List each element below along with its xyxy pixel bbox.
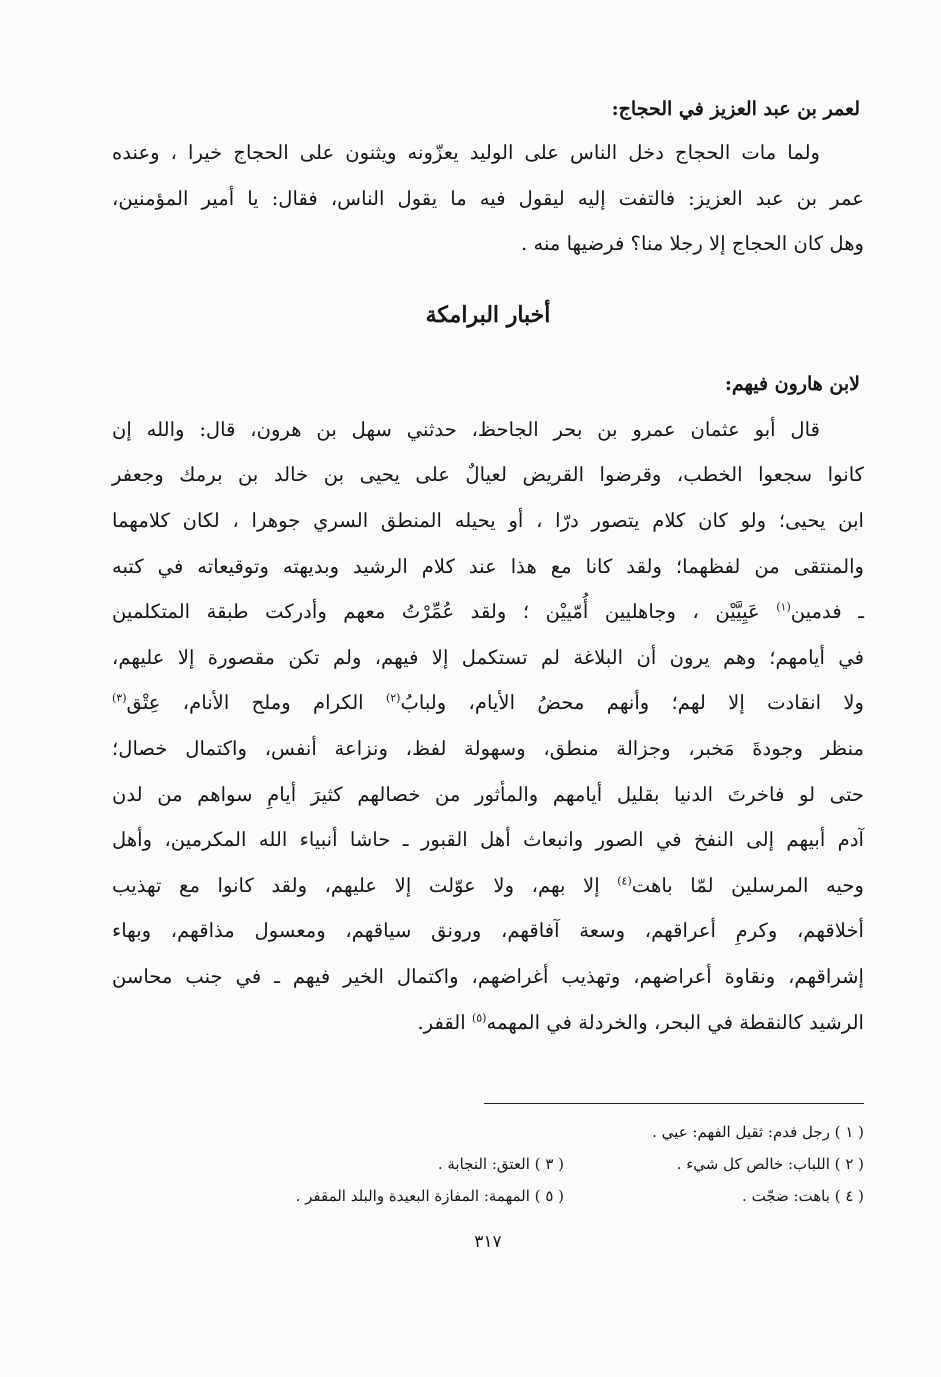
- text-line: منظر وجودةَ مَخبر، وجزالة منطق، وسهولة لفظ، ونزاعة أنفس، واكتمال خصال؛: [112, 736, 864, 760]
- text-segment: ولا انقادت إلا لهم؛ وأنهم محضُ الأيام، ولبابُ: [400, 691, 864, 715]
- footnote-ref-2: (٢): [385, 691, 401, 705]
- footnote-5: ( ٥ ) المهمة: المفازة البعيدة والبلد المقفر .: [295, 1187, 564, 1205]
- footnote-ref-1: (١): [776, 600, 791, 614]
- footnote-row: [112, 1148, 864, 1180]
- footnote-ref-4: (٤): [617, 874, 632, 888]
- text-segment: ـ فدمين: [790, 600, 864, 624]
- text-segment: الكرام وملح الأنام، عِتْق: [126, 691, 386, 715]
- text-line: ابن يحيى؛ ولو كان كلام يتصور درّا ، أو يحيله المنطق السري جوهرا ، لكان كلامهما: [112, 508, 864, 532]
- text-line: في أيامهم؛ وهم يرون أن البلاغة لم تستكمل إلا فيهم، ولم تكن مقصورة إلا عليهم،: [112, 645, 864, 669]
- text-segment: الرشيد كالنقطة في البحر، والخردلة في المهمه: [486, 1010, 864, 1034]
- text-line: كانوا سجعوا الخطب، وقرضوا القريض لعيالٌ على يحيى بن خالد بن برمك وجعفر: [112, 463, 864, 487]
- heading-umar-on-hajjaj: لعمر بن عبد العزيز في الحجاج:: [611, 98, 860, 120]
- text-segment: إلا بهم، ولا عوّلت إلا عليهم، ولقد كانوا مع تهذيب: [112, 873, 618, 897]
- text-line: أخلاقهم، وكرمِ أعراقهم، وسعة آفاقهم، ورونق سياقهم، ومعسول مذاقهم، وبهاء: [112, 919, 864, 943]
- text-segment: وحيه المرسلين لمّا باهت: [631, 873, 864, 897]
- footnote-3: ( ٣ ) العتق: النجابة .: [437, 1155, 564, 1173]
- section-title-barmakids: أخبار البرامكة: [425, 301, 551, 328]
- footnote-row: [112, 1180, 864, 1212]
- footnote-row: [112, 1116, 864, 1148]
- text-segment: القفر.: [417, 1010, 472, 1034]
- paragraph-barmakids: [112, 407, 864, 1045]
- text-line: [112, 589, 864, 635]
- text-line: حتى لو فاخرتَ الدنيا بقليل أيامهم والمأثور من خصالهم كثيرَ أيامِ سواهم من لدن: [112, 782, 864, 806]
- footnote-ref-5: (٥): [471, 1010, 487, 1024]
- text-line: إشراقهم، ونقاوة أعراضهم، وتهذيب أغراضهم، واكتمال الخير فيهم ـ في جنب محاسن: [112, 964, 864, 988]
- text-segment: عَيِيَّيْن ، وجاهليين أُمّييْن ؛ ولقد عُمِّرْتُ معهم وأدركت طبقة المتكلمين: [112, 600, 777, 624]
- footnote-2: ( ٢ ) اللباب: خالص كل شيء .: [676, 1155, 864, 1173]
- book-page: [112, 92, 864, 1332]
- text-line: [112, 863, 864, 909]
- footnote-1: ( ١ ) رجل فدم: ثقيل الفهم: عيي .: [652, 1123, 864, 1141]
- footnote-divider: [484, 1103, 864, 1104]
- text-line: ولما مات الحجاج دخل الناس على الوليد يعزّونه ويثنون على الحجاج خيرا ، وعنده: [112, 141, 820, 164]
- footnote-ref-3: (٣): [112, 691, 127, 705]
- text-line: عمر بن عبد العزيز: فالتفت إليه ليقول فيه ما يقول الناس، فقال: يا أمير المؤمنين،: [112, 186, 864, 210]
- page-number: ٣١٧: [474, 1232, 502, 1252]
- text-line: آدم أبيهم إلى النفخ في الصور وانبعاث أهل القبور ـ حاشا أنبياء الله المكرمين، وأهل: [112, 828, 864, 852]
- heading-ibn-harun: لابن هارون فيهم:: [724, 372, 860, 395]
- text-line: قال أبو عثمان عمرو بن بحر الجاحظ، حدثني سهل بن هرون، قال: والله إن: [112, 417, 820, 441]
- paragraph-hajjaj: [112, 130, 864, 267]
- text-line: [112, 1000, 864, 1046]
- text-line: والمنتقى من لفظهما؛ ولقد كانا مع هذا عند كلام الرشيد وبديهته وتوقيعاته في كتبه: [112, 554, 864, 578]
- footnote-4: ( ٤ ) باهت: ضجّت .: [742, 1187, 864, 1205]
- text-line: وهل كان الحجاج إلا رجلا منا؟ فرضيها منه .: [520, 232, 864, 256]
- text-line: [112, 680, 864, 726]
- footnotes: [112, 1116, 864, 1212]
